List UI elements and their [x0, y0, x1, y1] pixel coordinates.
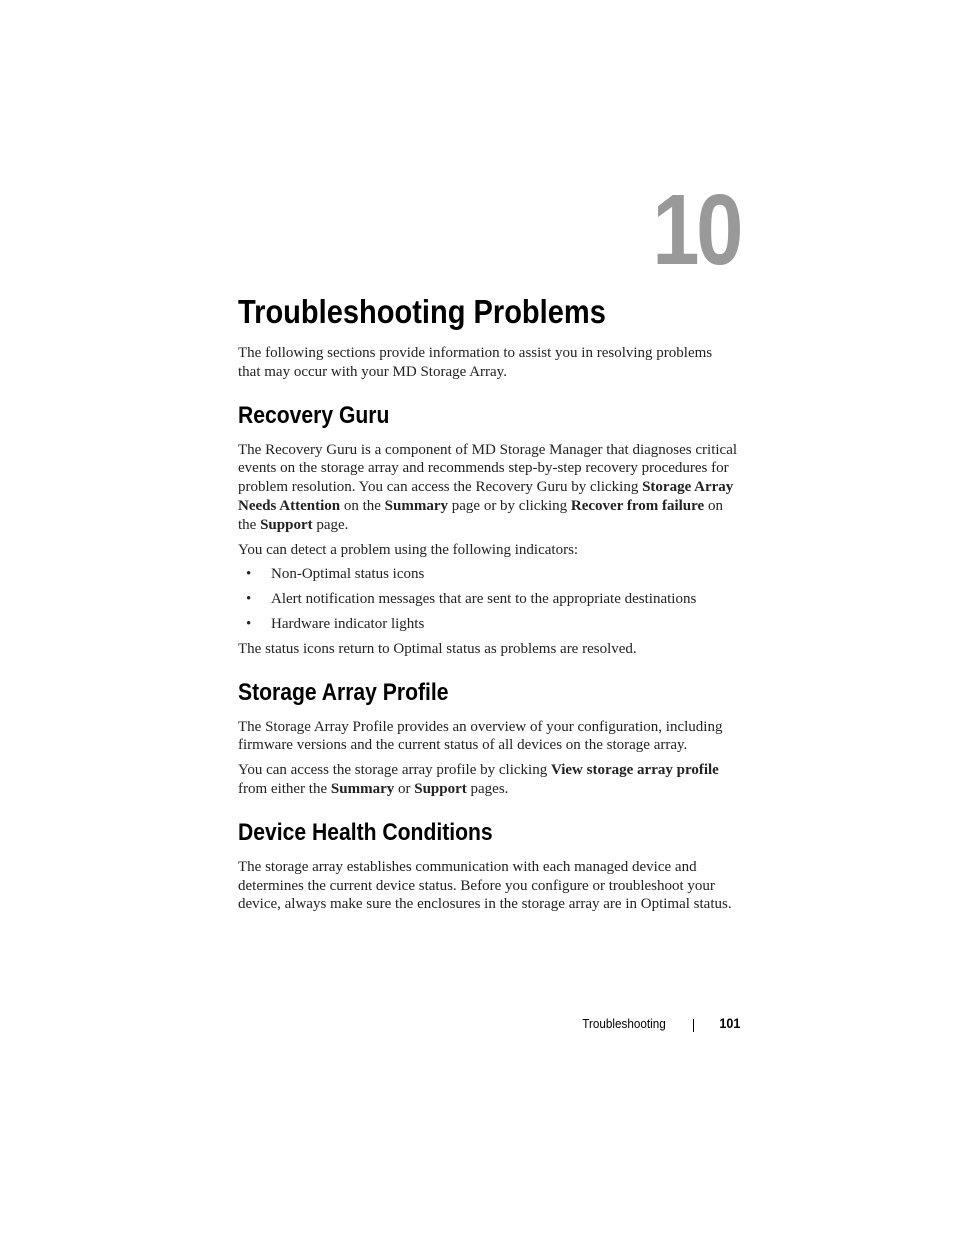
bullet-icon: •: [246, 615, 252, 632]
ui-term-storage-array-needs-attention: Storage Array Needs Attention: [238, 479, 734, 514]
chapter-intro: The following sections provide information to assist you in resolving problems that may occur with your MD Storage Array.: [238, 345, 713, 380]
footer-divider: [693, 1019, 694, 1032]
list-item-text: Non-Optimal status icons: [271, 566, 425, 583]
storage-array-profile-access: [238, 761, 738, 799]
bullet-icon: •: [246, 591, 252, 608]
section-heading-storage-array-profile: Storage Array Profile: [238, 678, 449, 706]
indicator-list: [238, 565, 738, 633]
text-run: page or by clicking: [448, 497, 571, 514]
status-icons-note: The status icons return to Optimal status as problems are resolved.: [238, 640, 637, 657]
list-item: [238, 615, 738, 634]
text-run: The Recovery Guru is a component of MD Storage Manager that diagnoses critical events on the storage array and recommends step-by-step recovery procedures for problem resolution. You can access the Recovery Guru by clicking: [238, 441, 738, 496]
chapter-title: Troubleshooting Problems: [238, 293, 606, 330]
page-footer: [540, 1013, 740, 1037]
list-item: [238, 565, 738, 584]
section-heading-device-health-conditions: Device Health Conditions: [238, 818, 493, 846]
page-number: 101: [718, 1015, 740, 1031]
ui-term-support: Support: [260, 516, 313, 533]
storage-array-profile-description: The Storage Array Profile provides an overview of your configuration, including firmware versions and the current status of all devices on the storage array.: [238, 718, 723, 754]
device-health-description: The storage array establishes communication with each managed device and determines the current device status. Before you configure or troubleshoot your device, always make sure the enclosures in the storage array are in Optimal status.: [238, 858, 732, 913]
ui-term-support: Support: [414, 780, 467, 797]
ui-term-recover-from-failure: Recover from failure: [570, 497, 705, 514]
footer-section-label: Troubleshooting: [582, 1016, 666, 1031]
text-run: pages.: [466, 780, 509, 797]
chapter-number: 10: [652, 174, 740, 286]
section-heading-recovery-guru: Recovery Guru: [238, 401, 390, 429]
indicators-intro: You can detect a problem using the following indicators:: [238, 541, 579, 558]
list-item: [238, 590, 738, 609]
ui-term-summary: Summary: [384, 497, 448, 514]
ui-term-view-storage-array-profile: View storage array profile: [550, 762, 719, 779]
ui-term-summary: Summary: [330, 780, 395, 797]
text-run: on the: [238, 497, 723, 533]
text-run: page.: [312, 516, 349, 533]
bullet-icon: •: [246, 566, 252, 583]
text-run: from either the: [238, 780, 331, 797]
list-item-text: Alert notification messages that are sent to the appropriate destinations: [271, 591, 697, 608]
text-run: or: [394, 780, 415, 797]
recovery-guru-description: [238, 441, 738, 535]
text-run: You can access the storage array profile by clicking: [238, 762, 551, 779]
list-item-text: Hardware indicator lights: [271, 615, 425, 632]
text-run: on the: [340, 497, 385, 514]
page-content: [238, 290, 738, 914]
